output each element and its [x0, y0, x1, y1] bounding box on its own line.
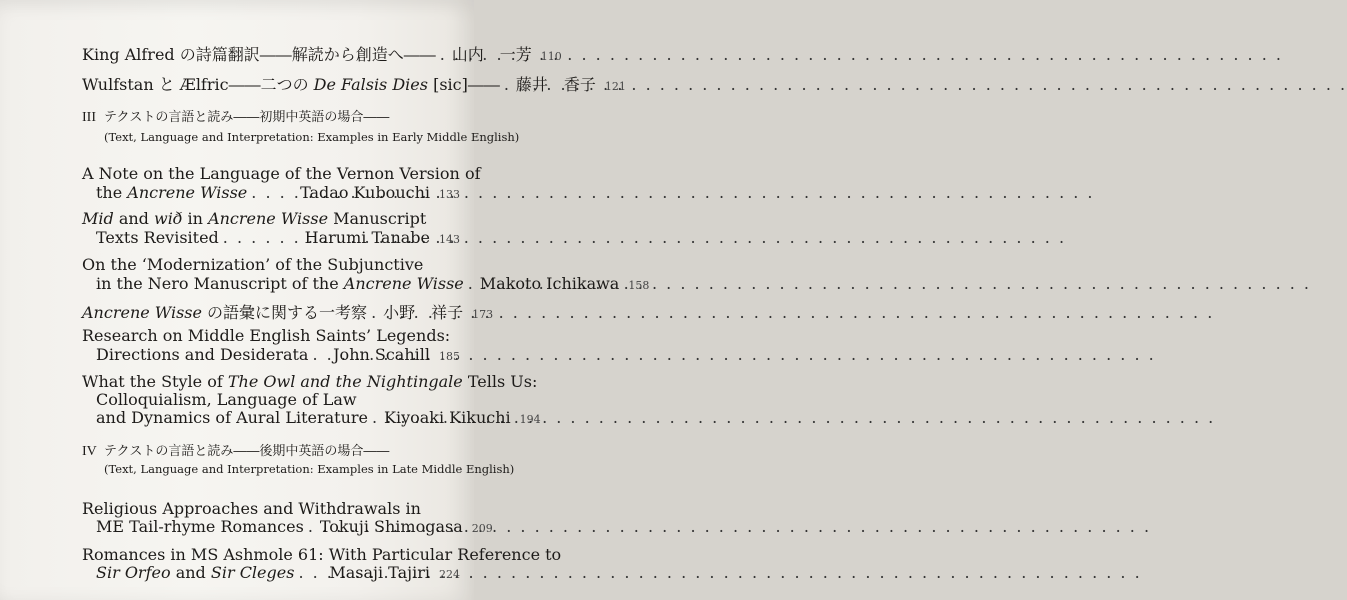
- entry-title: Manuscript: [328, 209, 427, 228]
- entry-title: On the ‘Modernization’ of the Subjunctive: [82, 255, 424, 274]
- entry-page: 110: [540, 50, 562, 63]
- entry-title-italic: Mid: [82, 209, 114, 228]
- entry-page: 158: [628, 279, 650, 292]
- entry-title: A Note on the Language of the Vernon Version of: [82, 164, 481, 183]
- entry-title: King Alfred の詩篇翻訳――解読から創造へ――: [82, 45, 436, 64]
- toc-entry-line: [82, 209, 460, 228]
- toc-entry: [82, 72, 626, 94]
- entry-page: 143: [439, 233, 460, 246]
- entry-title-italic: wið: [154, 209, 183, 228]
- leader-dots: [251, 183, 296, 202]
- leader-dots: [312, 345, 329, 364]
- entry-page: 185: [439, 350, 460, 363]
- section-subtitle: (Text, Language and Interpretation: Examples in Early Middle English): [104, 130, 520, 144]
- entry-author: Harumi Tanabe: [304, 228, 430, 247]
- leader-dots: [298, 563, 325, 582]
- toc-entry-line: [96, 345, 460, 364]
- entry-title: Romances in MS Ashmole 61: With Particular Reference to: [82, 545, 562, 564]
- entry-title: and: [170, 563, 211, 582]
- entry-title: in: [182, 209, 209, 228]
- entry-title: ME Tail-rhyme Romances: [96, 517, 304, 536]
- entry-author: Makoto Ichikawa: [479, 274, 620, 293]
- toc-entry-line: [82, 255, 460, 274]
- toc-entry-line: [96, 408, 541, 427]
- entry-title-italic: Sir Orfeo: [96, 563, 171, 582]
- entry-page: 194: [519, 413, 541, 426]
- section-subtitle: (Text, Language and Interpretation: Examples in Late Middle English): [104, 462, 515, 476]
- toc-entry-line: [82, 372, 538, 391]
- entry-title-italic: Sir Cleges: [210, 563, 295, 582]
- entry-title: [sic]――: [427, 75, 500, 94]
- toc-entry-line: [82, 164, 481, 183]
- section-heading: [82, 106, 464, 126]
- entry-title: Colloquialism, Language of Law: [96, 390, 357, 409]
- entry-page: 224: [439, 568, 460, 581]
- entry-page: 133: [439, 188, 460, 201]
- entry-title-italic: Ancrene Wisse: [82, 303, 202, 322]
- entry-author: 藤井 香子: [515, 75, 596, 94]
- entry-page: 209: [471, 522, 493, 535]
- leader-dots: [440, 45, 448, 64]
- entry-page: 121: [604, 80, 626, 93]
- entry-author: 山内 一芳: [451, 45, 532, 64]
- leader-dots: [468, 274, 476, 293]
- section-title: テクストの言語と読み――初期中英語の場合――: [104, 110, 390, 125]
- section-number: IV: [82, 444, 97, 459]
- leader-dots: [223, 228, 301, 247]
- leader-dots: [371, 303, 379, 322]
- toc-entry: [82, 300, 494, 322]
- entry-title: の語彙に関する一考察: [201, 303, 368, 322]
- entry-title: and: [113, 209, 155, 228]
- entry-author: 小野 祥子: [383, 303, 464, 322]
- toc-entry-line: [96, 183, 460, 202]
- toc-entry-line: [96, 517, 493, 536]
- entry-title: Research on Middle English Saints’ Legends:: [82, 326, 451, 345]
- entry-title: Directions and Desiderata: [96, 345, 309, 364]
- toc-entry-line: [82, 545, 562, 564]
- entry-title-italic: Ancrene Wisse: [208, 209, 329, 228]
- toc-entry-line: [82, 326, 460, 345]
- entry-author: Masaji Tajiri: [329, 563, 430, 582]
- entry-title: What the Style of: [82, 372, 228, 391]
- entry-author: Kiyoaki Kikuchi: [384, 408, 511, 427]
- toc-entry-line: [96, 390, 460, 409]
- entry-title: Wulfstan と Ælfric――二つの: [82, 75, 314, 94]
- leader-dots: [308, 517, 316, 536]
- entry-title-italic: The Owl and the Nightingale: [227, 372, 463, 391]
- toc-entry: [82, 42, 562, 64]
- entry-author: Tokuji Shimogasa: [319, 517, 463, 536]
- entry-title: in the Nero Manuscript of the: [96, 274, 344, 293]
- entry-page: 173: [472, 308, 494, 321]
- entry-title: the: [96, 183, 128, 202]
- entry-title-italic: Ancrene Wisse: [127, 183, 248, 202]
- entry-author: Tadao Kubouchi: [300, 183, 430, 202]
- section-heading: [82, 440, 464, 460]
- entry-title-italic: Ancrene Wisse: [343, 274, 464, 293]
- section-number: III: [82, 110, 96, 125]
- entry-title-italic: De Falsis Dies: [313, 75, 428, 94]
- leader-dots: [504, 75, 512, 94]
- entry-title: Religious Approaches and Withdrawals in: [82, 499, 421, 518]
- entry-title: Tells Us:: [462, 372, 538, 391]
- entry-title: and Dynamics of Aural Literature: [96, 408, 368, 427]
- toc-entry-line: [82, 499, 460, 518]
- leader-dots: [372, 408, 380, 427]
- entry-title: Texts Revisited: [96, 228, 219, 247]
- toc-entry-line: [96, 228, 460, 247]
- toc-entry-line: [96, 563, 460, 582]
- section-title: テクストの言語と読み――後期中英語の場合――: [104, 444, 390, 459]
- toc-entry-line: [96, 274, 650, 293]
- entry-author: John Scahill: [333, 345, 430, 364]
- book-page: [0, 0, 650, 600]
